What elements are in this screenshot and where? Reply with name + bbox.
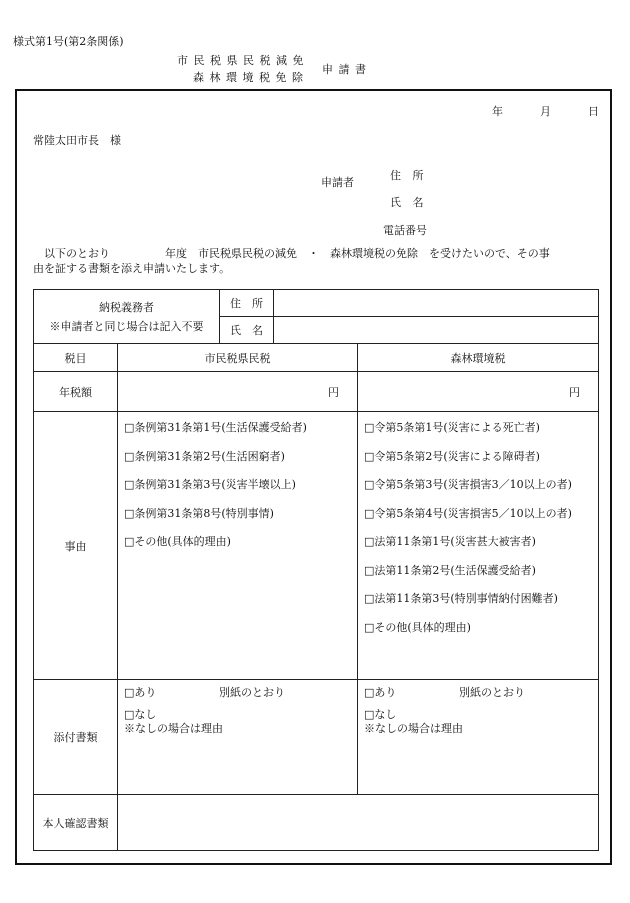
- taxpayer-note: ※申請者と同じ場合は記入不要: [49, 320, 204, 333]
- yen-unit: 円: [569, 385, 580, 399]
- annual-tax-label: 年税額: [34, 372, 118, 412]
- attach-separate-text: 別紙のとおり: [459, 686, 525, 699]
- title-line-2: 森 林 環 境 税 免 除: [193, 71, 304, 84]
- reason-option[interactable]: □法第11条第2号(生活保護受給者): [364, 563, 536, 577]
- forest-attachments: [358, 680, 599, 795]
- taxpayer-address-label: 住 所: [220, 290, 274, 317]
- addressee: 常陸太田市長 様: [33, 134, 121, 147]
- attach-no-checkbox[interactable]: □なし: [124, 708, 157, 721]
- reason-label: 事由: [34, 412, 118, 680]
- municipal-attachments: [118, 680, 358, 795]
- taxpayer-cell: [34, 290, 220, 344]
- applicant-address-label: 住 所: [390, 169, 428, 182]
- applicant-label: 申請者: [321, 176, 354, 189]
- reason-option[interactable]: □条例第31条第2号(生活困窮者): [124, 449, 285, 463]
- date-month[interactable]: 月: [540, 105, 551, 118]
- attach-yes-checkbox[interactable]: □あり: [364, 686, 397, 699]
- application-table: [33, 289, 599, 851]
- yen-unit: 円: [328, 385, 339, 399]
- id-docs-label: 本人確認書類: [34, 795, 118, 851]
- reason-option[interactable]: □令第5条第1号(災害による死亡者): [364, 421, 540, 434]
- reason-option[interactable]: □条例第31条第8号(特別事情): [124, 506, 274, 520]
- reason-option[interactable]: □その他(具体的理由): [364, 620, 471, 634]
- attach-yes-checkbox[interactable]: □あり: [124, 686, 157, 699]
- title-suffix: 申 請 書: [322, 63, 367, 76]
- attach-reason-note: ※なしの場合は理由: [124, 722, 223, 735]
- reason-option[interactable]: □令第5条第2号(災害による障碍者): [364, 449, 540, 463]
- date-day[interactable]: 日: [588, 105, 599, 118]
- applicant-phone-label: 電話番号: [383, 224, 427, 237]
- reason-option[interactable]: □令第5条第3号(災害損害3／10以上の者): [364, 478, 572, 491]
- id-docs-field[interactable]: [118, 795, 599, 851]
- reason-option[interactable]: □その他(具体的理由): [124, 535, 231, 548]
- reason-option[interactable]: □条例第31条第3号(災害半壊以上): [124, 478, 296, 491]
- col-tax-item: 税目: [34, 344, 118, 372]
- col-municipal: 市民税県民税: [118, 344, 358, 372]
- annual-tax-forest[interactable]: [358, 372, 599, 412]
- date-year[interactable]: 年: [492, 105, 503, 118]
- attach-separate-text: 別紙のとおり: [219, 686, 285, 699]
- taxpayer-name-label: 氏 名: [220, 317, 274, 344]
- taxpayer-address-field[interactable]: [274, 290, 599, 317]
- statement-line-2: 由を証する書類を添え申請いたします。: [33, 262, 231, 275]
- statement-line-1: 以下のとおり 年度 市民税県民税の減免 ・ 森林環境税の免除 を受けたいので、その事: [44, 247, 550, 260]
- attach-reason-note: ※なしの場合は理由: [364, 722, 463, 735]
- reason-option[interactable]: □条例第31条第1号(生活保護受給者): [124, 421, 307, 434]
- municipal-reasons: [118, 412, 358, 680]
- reason-option[interactable]: □令第5条第4号(災害損害5／10以上の者): [364, 506, 572, 520]
- forest-reasons: [358, 412, 599, 680]
- taxpayer-label: 納税義務者: [99, 301, 154, 314]
- applicant-name-label: 氏 名: [390, 196, 428, 209]
- col-forest: 森林環境税: [358, 344, 599, 372]
- taxpayer-name-field[interactable]: [274, 317, 599, 344]
- reason-option[interactable]: □法第11条第1号(災害甚大被害者): [364, 535, 536, 548]
- title-line-1: 市 民 税 県 民 税 減 免: [177, 54, 305, 67]
- attach-no-checkbox[interactable]: □なし: [364, 708, 397, 721]
- annual-tax-municipal[interactable]: [118, 372, 358, 412]
- attachments-label: 添付書類: [34, 680, 118, 795]
- reason-option[interactable]: □法第11条第3号(特別事情納付困難者): [364, 592, 558, 605]
- form-number: 様式第1号(第2条関係): [13, 35, 124, 48]
